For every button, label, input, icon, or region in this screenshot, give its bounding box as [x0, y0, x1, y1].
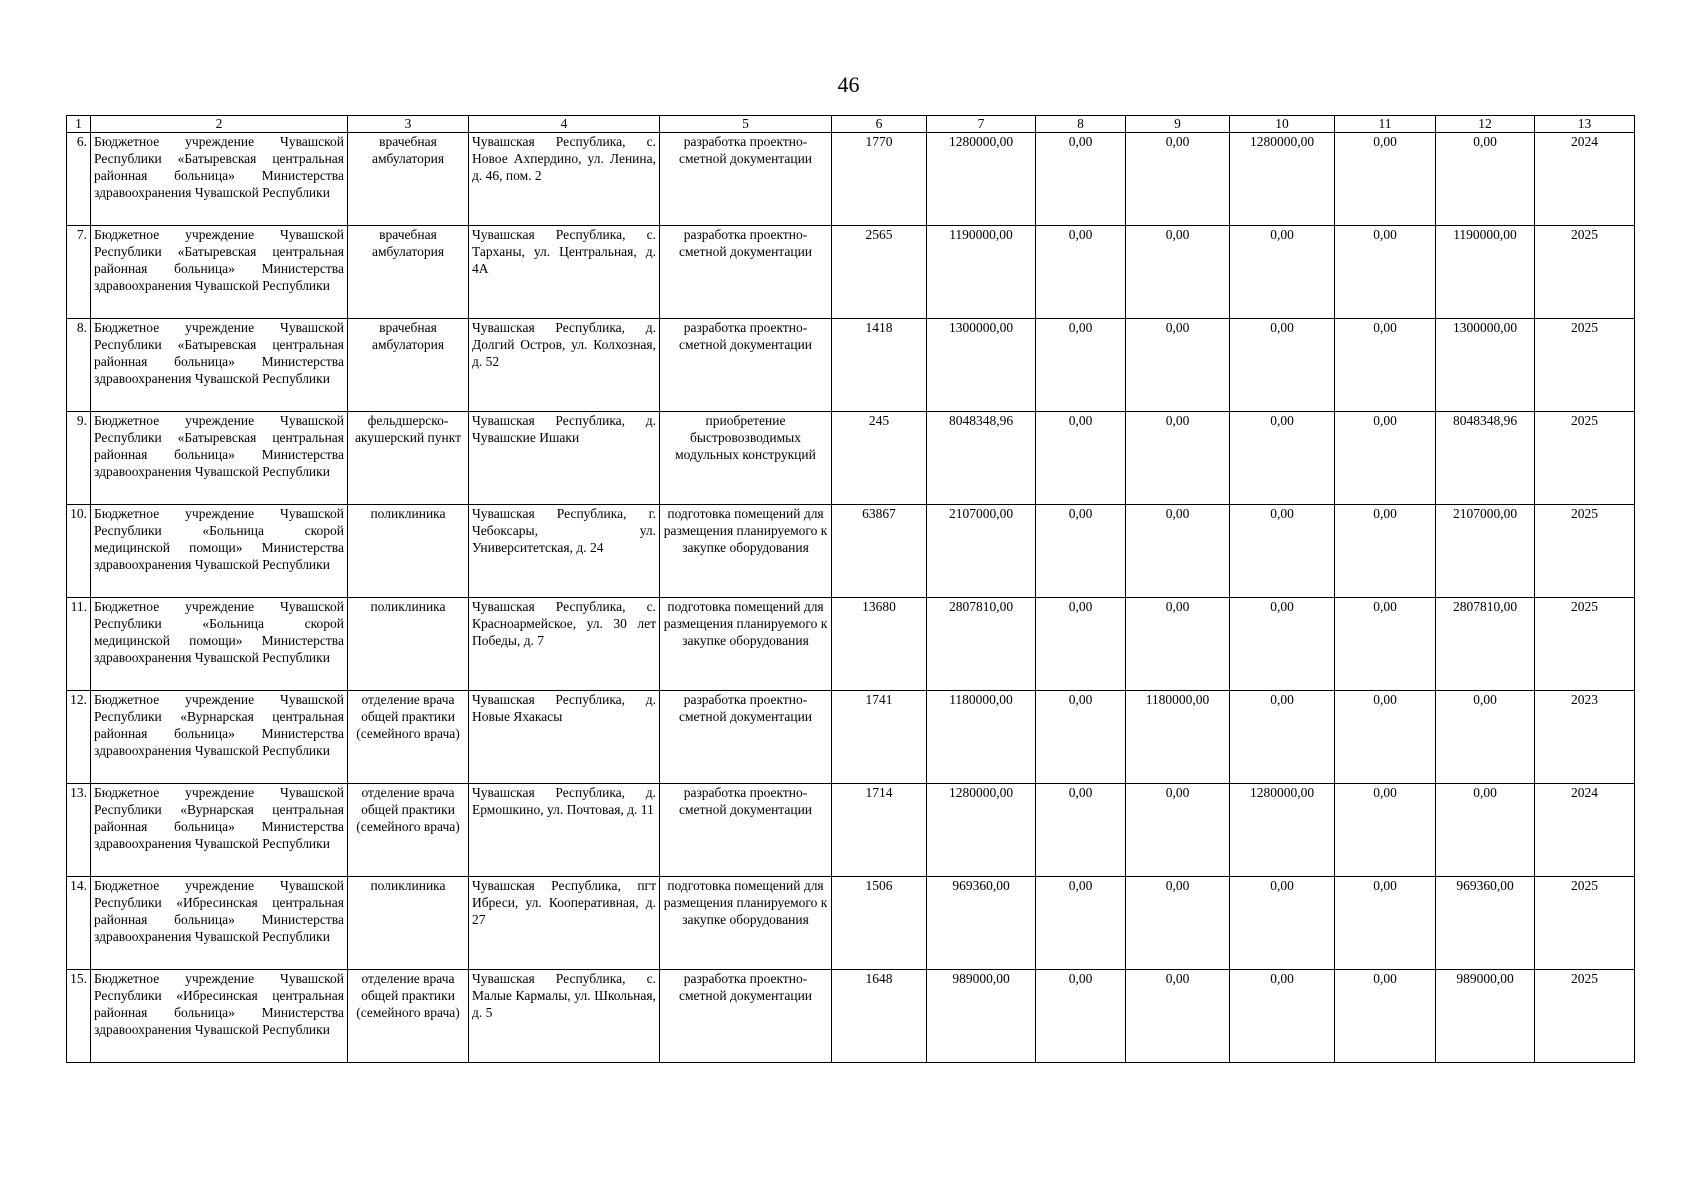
year-value: 2025	[1535, 598, 1635, 691]
area-value: 1418	[832, 319, 927, 412]
facility-address: Чувашская Республика, пгт Ибреси, ул. Кооперативная, д. 27	[469, 877, 660, 970]
amount-col8: 0,00	[1036, 133, 1126, 226]
column-header: 10	[1230, 116, 1335, 133]
facility-type: врачебная амбулатория	[348, 226, 469, 319]
amount-col8: 0,00	[1036, 505, 1126, 598]
column-header: 9	[1126, 116, 1230, 133]
year-value: 2025	[1535, 970, 1635, 1063]
total-amount: 1180000,00	[927, 691, 1036, 784]
page-number: 46	[837, 72, 860, 97]
work-type: подготовка помещений для размещения планируемого к закупке оборудования	[660, 598, 832, 691]
amount-col11: 0,00	[1335, 505, 1436, 598]
amount-col8: 0,00	[1036, 319, 1126, 412]
total-amount: 1280000,00	[927, 133, 1036, 226]
column-header: 5	[660, 116, 832, 133]
amount-col9: 0,00	[1126, 412, 1230, 505]
amount-col9: 0,00	[1126, 133, 1230, 226]
work-type: приобретение быстровозводимых модульных конструкций	[660, 412, 832, 505]
amount-col12: 1300000,00	[1436, 319, 1535, 412]
amount-col12: 2807810,00	[1436, 598, 1535, 691]
total-amount: 2807810,00	[927, 598, 1036, 691]
year-value: 2025	[1535, 319, 1635, 412]
amount-col11: 0,00	[1335, 970, 1436, 1063]
amount-col11: 0,00	[1335, 784, 1436, 877]
table-row	[67, 133, 1635, 226]
amount-col11: 0,00	[1335, 133, 1436, 226]
institution-name: Бюджетное учреждение Чувашской Республики «Ибресинская центральная районная больница» Министерства здравоохранения Чувашской Республики	[91, 877, 348, 970]
area-value: 1741	[832, 691, 927, 784]
row-number: 8.	[67, 319, 91, 412]
institution-name: Бюджетное учреждение Чувашской Республики «Вурнарская центральная районная больница» Министерства здравоохранения Чувашской Республики	[91, 691, 348, 784]
facility-type: поликлиника	[348, 598, 469, 691]
facility-address: Чувашская Республика, д. Долгий Остров, ул. Колхозная, д. 52	[469, 319, 660, 412]
institution-name: Бюджетное учреждение Чувашской Республики «Больница скорой медицинской помощи» Министерства здравоохранения Чувашской Республики	[91, 598, 348, 691]
institution-name: Бюджетное учреждение Чувашской Республики «Больница скорой медицинской помощи» Министерства здравоохранения Чувашской Республики	[91, 505, 348, 598]
column-header: 3	[348, 116, 469, 133]
year-value: 2023	[1535, 691, 1635, 784]
institution-name: Бюджетное учреждение Чувашской Республики «Батыревская центральная районная больница» Министерства здравоохранения Чувашской Республики	[91, 319, 348, 412]
row-number: 12.	[67, 691, 91, 784]
table-row	[67, 412, 1635, 505]
amount-col10: 0,00	[1230, 970, 1335, 1063]
area-value: 13680	[832, 598, 927, 691]
column-header: 8	[1036, 116, 1126, 133]
amount-col12: 0,00	[1436, 691, 1535, 784]
institution-name: Бюджетное учреждение Чувашской Республики «Батыревская центральная районная больница» Министерства здравоохранения Чувашской Республики	[91, 412, 348, 505]
area-value: 1714	[832, 784, 927, 877]
year-value: 2024	[1535, 133, 1635, 226]
amount-col9: 0,00	[1126, 319, 1230, 412]
amount-col10: 0,00	[1230, 505, 1335, 598]
facility-type: поликлиника	[348, 505, 469, 598]
facility-type: отделение врача общей практики (семейного врача)	[348, 691, 469, 784]
amount-col12: 0,00	[1436, 784, 1535, 877]
table-row	[67, 598, 1635, 691]
facility-type: врачебная амбулатория	[348, 133, 469, 226]
amount-col10: 1280000,00	[1230, 133, 1335, 226]
facility-type: отделение врача общей практики (семейного врача)	[348, 784, 469, 877]
facility-type: отделение врача общей практики (семейного врача)	[348, 970, 469, 1063]
work-type: разработка проектно-сметной документации	[660, 133, 832, 226]
column-header: 13	[1535, 116, 1635, 133]
amount-col12: 989000,00	[1436, 970, 1535, 1063]
amount-col9: 0,00	[1126, 970, 1230, 1063]
table-row	[67, 877, 1635, 970]
table-row	[67, 970, 1635, 1063]
institution-name: Бюджетное учреждение Чувашской Республики «Ибресинская центральная районная больница» Министерства здравоохранения Чувашской Республики	[91, 970, 348, 1063]
table-header	[67, 116, 1635, 133]
amount-col11: 0,00	[1335, 319, 1436, 412]
year-value: 2025	[1535, 877, 1635, 970]
area-value: 1770	[832, 133, 927, 226]
total-amount: 1300000,00	[927, 319, 1036, 412]
amount-col8: 0,00	[1036, 412, 1126, 505]
amount-col11: 0,00	[1335, 598, 1436, 691]
amount-col12: 1190000,00	[1436, 226, 1535, 319]
table-row	[67, 691, 1635, 784]
amount-col12: 2107000,00	[1436, 505, 1535, 598]
amount-col8: 0,00	[1036, 877, 1126, 970]
work-type: разработка проектно-сметной документации	[660, 970, 832, 1063]
facility-address: Чувашская Республика, с. Малые Кармалы, ул. Школьная, д. 5	[469, 970, 660, 1063]
area-value: 63867	[832, 505, 927, 598]
amount-col11: 0,00	[1335, 412, 1436, 505]
facility-address: Чувашская Республика, д. Чувашские Ишаки	[469, 412, 660, 505]
amount-col8: 0,00	[1036, 691, 1126, 784]
amount-col8: 0,00	[1036, 784, 1126, 877]
row-number: 10.	[67, 505, 91, 598]
column-header: 7	[927, 116, 1036, 133]
total-amount: 8048348,96	[927, 412, 1036, 505]
work-type: подготовка помещений для размещения планируемого к закупке оборудования	[660, 877, 832, 970]
facility-address: Чувашская Республика, с. Новое Ахпердино, ул. Ленина, д. 46, пом. 2	[469, 133, 660, 226]
total-amount: 1280000,00	[927, 784, 1036, 877]
column-header: 4	[469, 116, 660, 133]
facility-address: Чувашская Республика, с. Красноармейское, ул. 30 лет Победы, д. 7	[469, 598, 660, 691]
area-value: 2565	[832, 226, 927, 319]
amount-col10: 0,00	[1230, 598, 1335, 691]
amount-col9: 0,00	[1126, 505, 1230, 598]
year-value: 2025	[1535, 412, 1635, 505]
amount-col10: 0,00	[1230, 877, 1335, 970]
row-number: 11.	[67, 598, 91, 691]
facility-type: врачебная амбулатория	[348, 319, 469, 412]
facility-address: Чувашская Республика, д. Новые Яхакасы	[469, 691, 660, 784]
facility-address: Чувашская Республика, с. Тарханы, ул. Центральная, д. 4А	[469, 226, 660, 319]
row-number: 6.	[67, 133, 91, 226]
institution-name: Бюджетное учреждение Чувашской Республики «Вурнарская центральная районная больница» Министерства здравоохранения Чувашской Республики	[91, 784, 348, 877]
year-value: 2025	[1535, 226, 1635, 319]
amount-col11: 0,00	[1335, 691, 1436, 784]
row-number: 13.	[67, 784, 91, 877]
table-row	[67, 226, 1635, 319]
facility-type: фельдшерско-акушерский пункт	[348, 412, 469, 505]
amount-col11: 0,00	[1335, 877, 1436, 970]
amount-col11: 0,00	[1335, 226, 1436, 319]
amount-col9: 1180000,00	[1126, 691, 1230, 784]
row-number: 14.	[67, 877, 91, 970]
year-value: 2025	[1535, 505, 1635, 598]
row-number: 7.	[67, 226, 91, 319]
work-type: разработка проектно-сметной документации	[660, 226, 832, 319]
amount-col12: 969360,00	[1436, 877, 1535, 970]
table-row	[67, 505, 1635, 598]
total-amount: 989000,00	[927, 970, 1036, 1063]
amount-col12: 8048348,96	[1436, 412, 1535, 505]
amount-col9: 0,00	[1126, 877, 1230, 970]
amount-col9: 0,00	[1126, 598, 1230, 691]
work-type: разработка проектно-сметной документации	[660, 784, 832, 877]
amount-col8: 0,00	[1036, 970, 1126, 1063]
amount-col10: 0,00	[1230, 319, 1335, 412]
total-amount: 2107000,00	[927, 505, 1036, 598]
amount-col10: 0,00	[1230, 226, 1335, 319]
amount-col9: 0,00	[1126, 784, 1230, 877]
work-type: подготовка помещений для размещения планируемого к закупке оборудования	[660, 505, 832, 598]
facility-type: поликлиника	[348, 877, 469, 970]
column-header: 11	[1335, 116, 1436, 133]
column-header: 1	[67, 116, 91, 133]
table-row	[67, 319, 1635, 412]
amount-col10: 0,00	[1230, 691, 1335, 784]
facility-address: Чувашская Республика, г. Чебоксары, ул. Университетская, д. 24	[469, 505, 660, 598]
total-amount: 969360,00	[927, 877, 1036, 970]
total-amount: 1190000,00	[927, 226, 1036, 319]
column-header: 6	[832, 116, 927, 133]
amount-col8: 0,00	[1036, 226, 1126, 319]
institution-name: Бюджетное учреждение Чувашской Республики «Батыревская центральная районная больница» Министерства здравоохранения Чувашской Республики	[91, 226, 348, 319]
facility-address: Чувашская Республика, д. Ермошкино, ул. Почтовая, д. 11	[469, 784, 660, 877]
amount-col8: 0,00	[1036, 598, 1126, 691]
area-value: 1506	[832, 877, 927, 970]
table-body	[67, 133, 1635, 1063]
work-type: разработка проектно-сметной документации	[660, 319, 832, 412]
column-header: 2	[91, 116, 348, 133]
area-value: 1648	[832, 970, 927, 1063]
institution-name: Бюджетное учреждение Чувашской Республики «Батыревская центральная районная больница» Министерства здравоохранения Чувашской Республики	[91, 133, 348, 226]
amount-col10: 1280000,00	[1230, 784, 1335, 877]
header-row	[67, 116, 1635, 133]
work-type: разработка проектно-сметной документации	[660, 691, 832, 784]
amount-col12: 0,00	[1436, 133, 1535, 226]
area-value: 245	[832, 412, 927, 505]
amount-col9: 0,00	[1126, 226, 1230, 319]
amount-col10: 0,00	[1230, 412, 1335, 505]
table-row	[67, 784, 1635, 877]
funding-table	[66, 115, 1635, 1063]
column-header: 12	[1436, 116, 1535, 133]
row-number: 15.	[67, 970, 91, 1063]
year-value: 2024	[1535, 784, 1635, 877]
row-number: 9.	[67, 412, 91, 505]
